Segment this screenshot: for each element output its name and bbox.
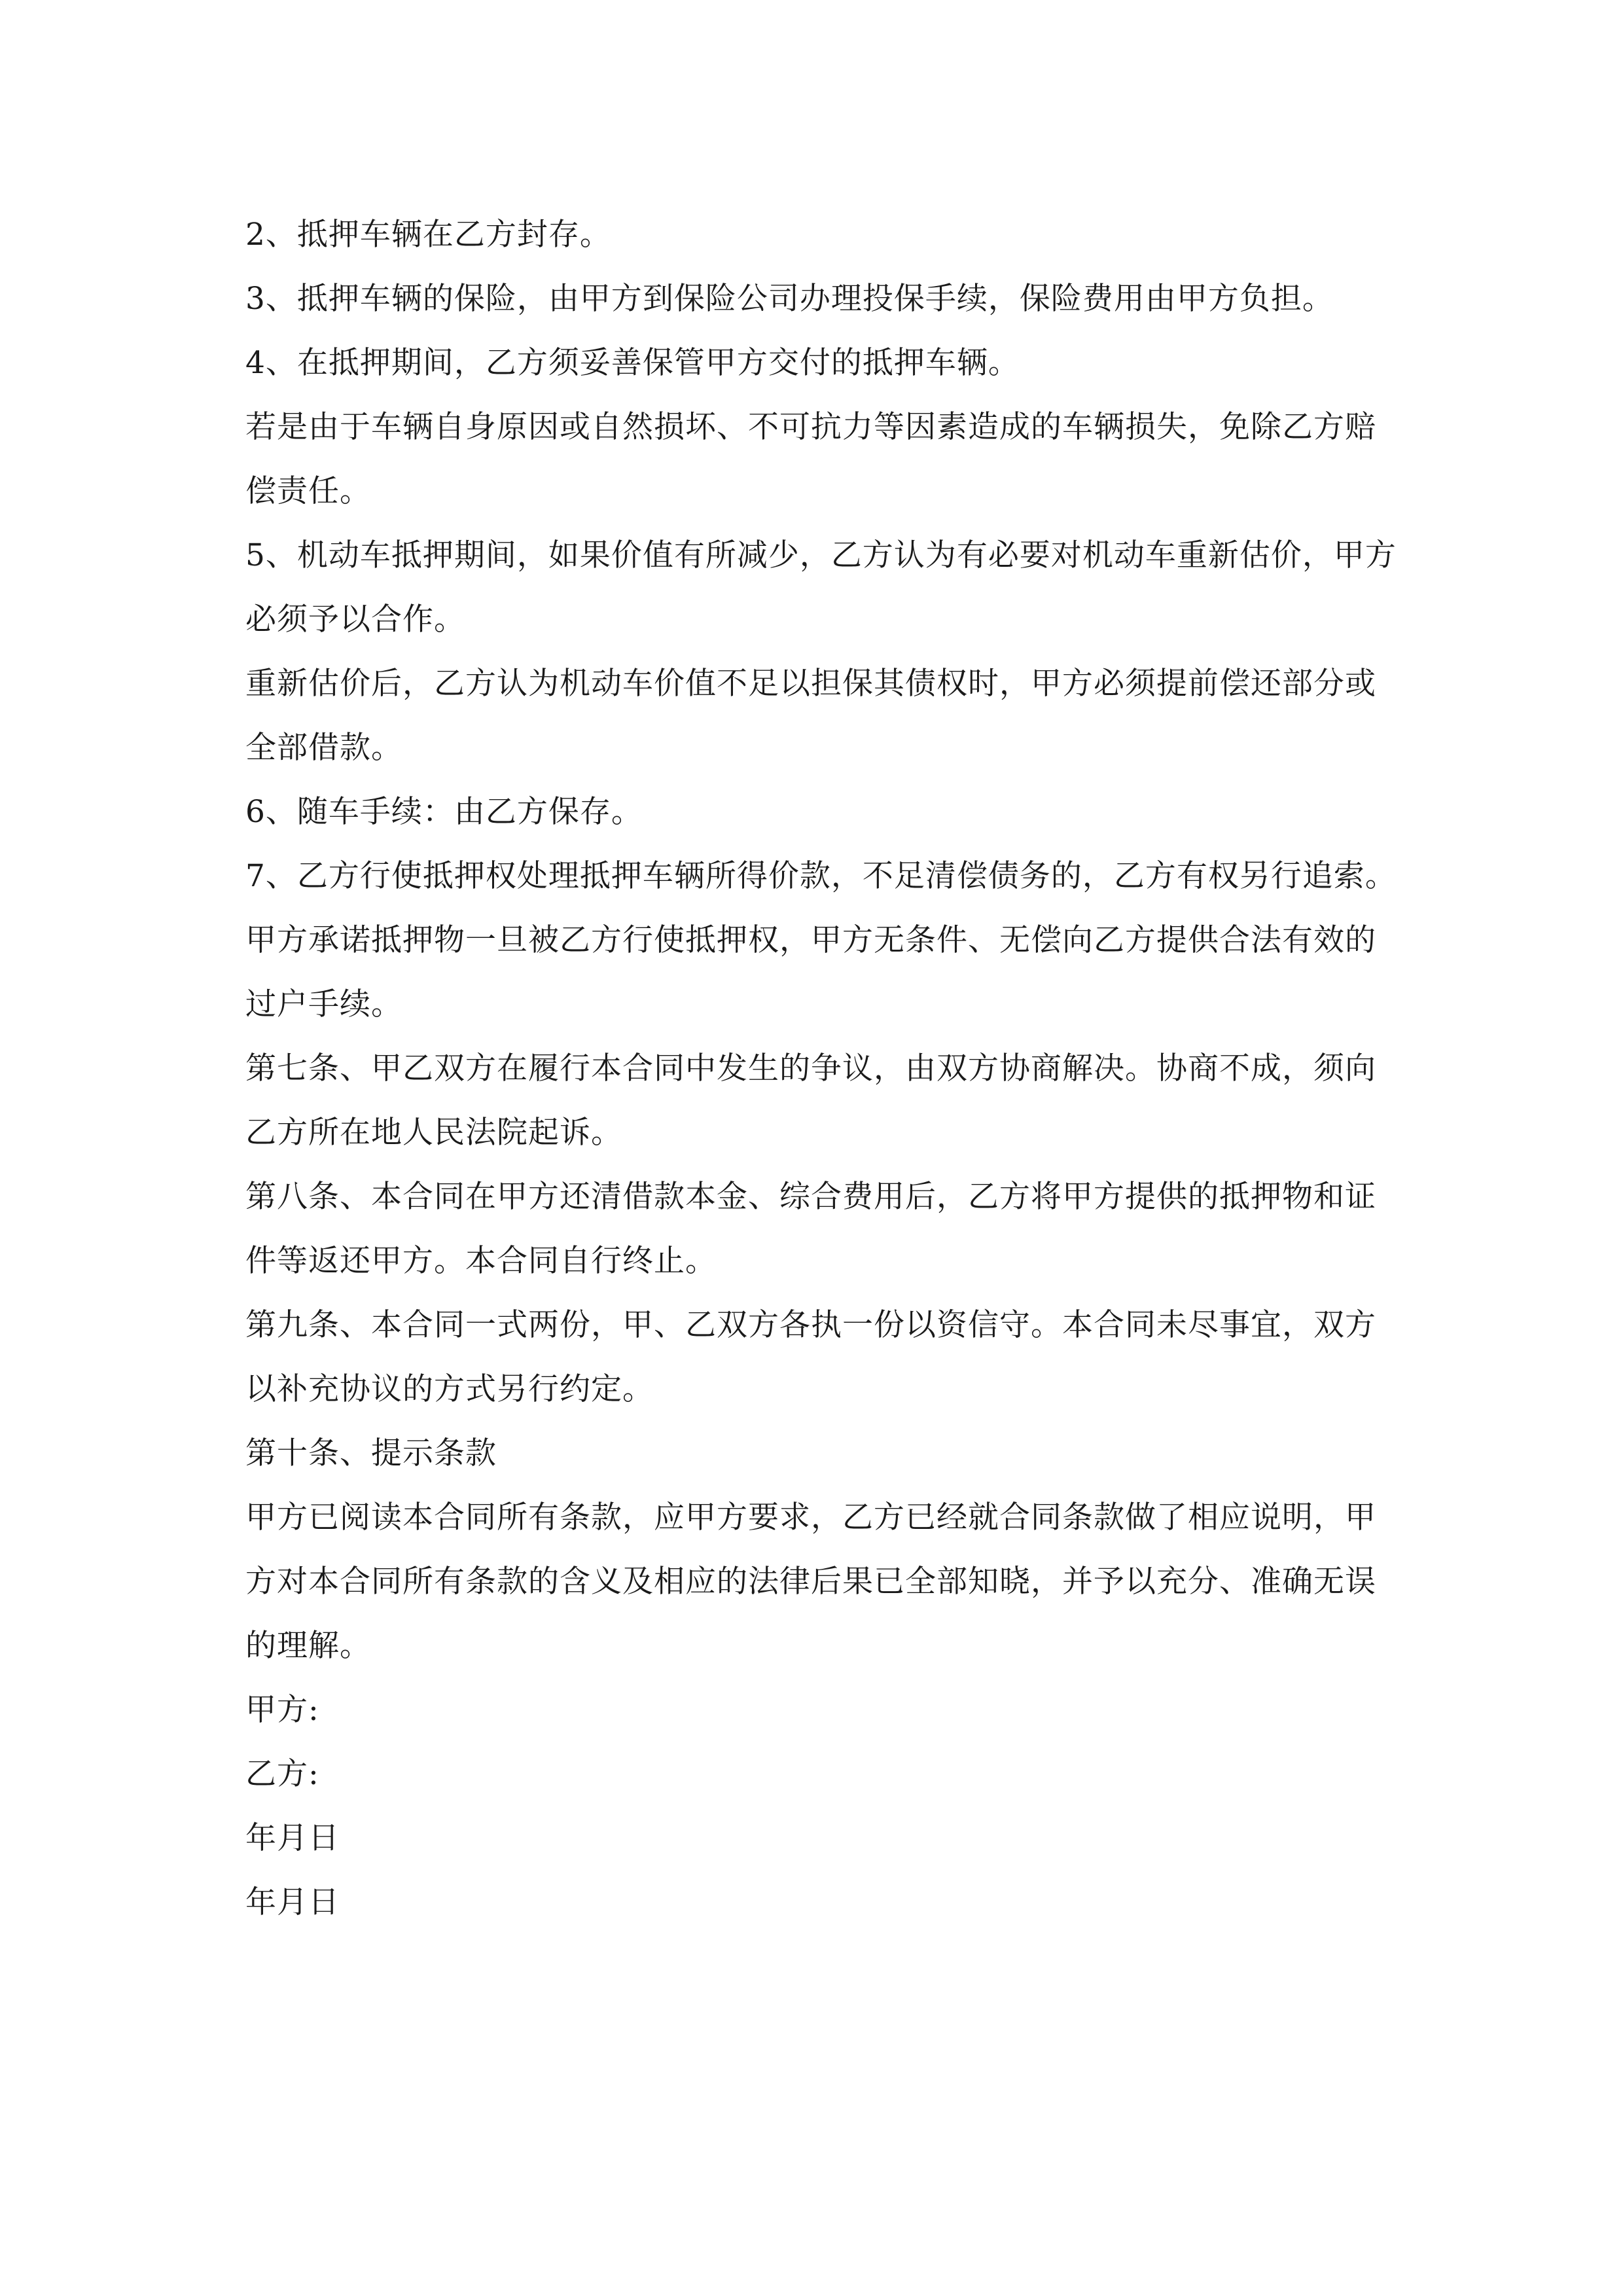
date-line-2: 年月日 bbox=[245, 1884, 340, 1920]
article-10-heading: 第十条、提示条款 bbox=[245, 1435, 497, 1471]
clause-5-repayment: 重新估价后，乙方认为机动车价值不足以担保其债权时，甲方必须提前偿还部分或全部借款。 bbox=[245, 666, 1376, 766]
clause-3-insurance: 3、抵押车辆的保险，由甲方到保险公司办理投保手续，保险费用由甲方负担。 bbox=[245, 281, 1334, 317]
date-line-1: 年月日 bbox=[245, 1820, 340, 1856]
clause-2: 2、抵押车辆在乙方封存。 bbox=[245, 217, 611, 253]
clause-6-documents: 6、随车手续：由乙方保存。 bbox=[245, 794, 643, 830]
clause-4-custody: 4、在抵押期间，乙方须妥善保管甲方交付的抵押车辆。 bbox=[245, 345, 1020, 381]
article-7-disputes: 第七条、甲乙双方在履行本合同中发生的争议，由双方协商解决。协商不成，须向乙方所在地人民法院起诉。 bbox=[245, 1050, 1376, 1151]
clause-7-recourse: 7、乙方行使抵押权处理抵押车辆所得价款，不足清偿债务的，乙方有权另行追索。 bbox=[245, 858, 1397, 894]
article-10-notice: 甲方已阅读本合同所有条款，应甲方要求，乙方已经就合同条款做了相应说明，甲方对本合同所有条款的含义及相应的法律后果已全部知晓，并予以充分、准确无误的理解。 bbox=[245, 1499, 1376, 1664]
clause-4-exemption: 若是由于车辆自身原因或自然损坏、不可抗力等因素造成的车辆损失，免除乙方赔偿责任。 bbox=[245, 409, 1376, 509]
article-8-termination: 第八条、本合同在甲方还清借款本金、综合费用后，乙方将甲方提供的抵押物和证件等返还甲方。本合同自行终止。 bbox=[245, 1179, 1376, 1279]
article-9-copies: 第九条、本合同一式两份，甲、乙双方各执一份以资信守。本合同未尽事宜，双方以补充协议的方式另行约定。 bbox=[245, 1307, 1376, 1407]
clause-7-transfer: 甲方承诺抵押物一旦被乙方行使抵押权，甲方无条件、无偿向乙方提供合法有效的过户手续。 bbox=[245, 922, 1376, 1022]
party-b-signature: 乙方: bbox=[245, 1756, 319, 1792]
party-a-signature: 甲方: bbox=[245, 1692, 319, 1728]
clause-5-revaluation: 5、机动车抵押期间，如果价值有所减少，乙方认为有必要对机动车重新估价，甲方必须予以合作。 bbox=[245, 537, 1397, 637]
document-body bbox=[245, 203, 1397, 1935]
